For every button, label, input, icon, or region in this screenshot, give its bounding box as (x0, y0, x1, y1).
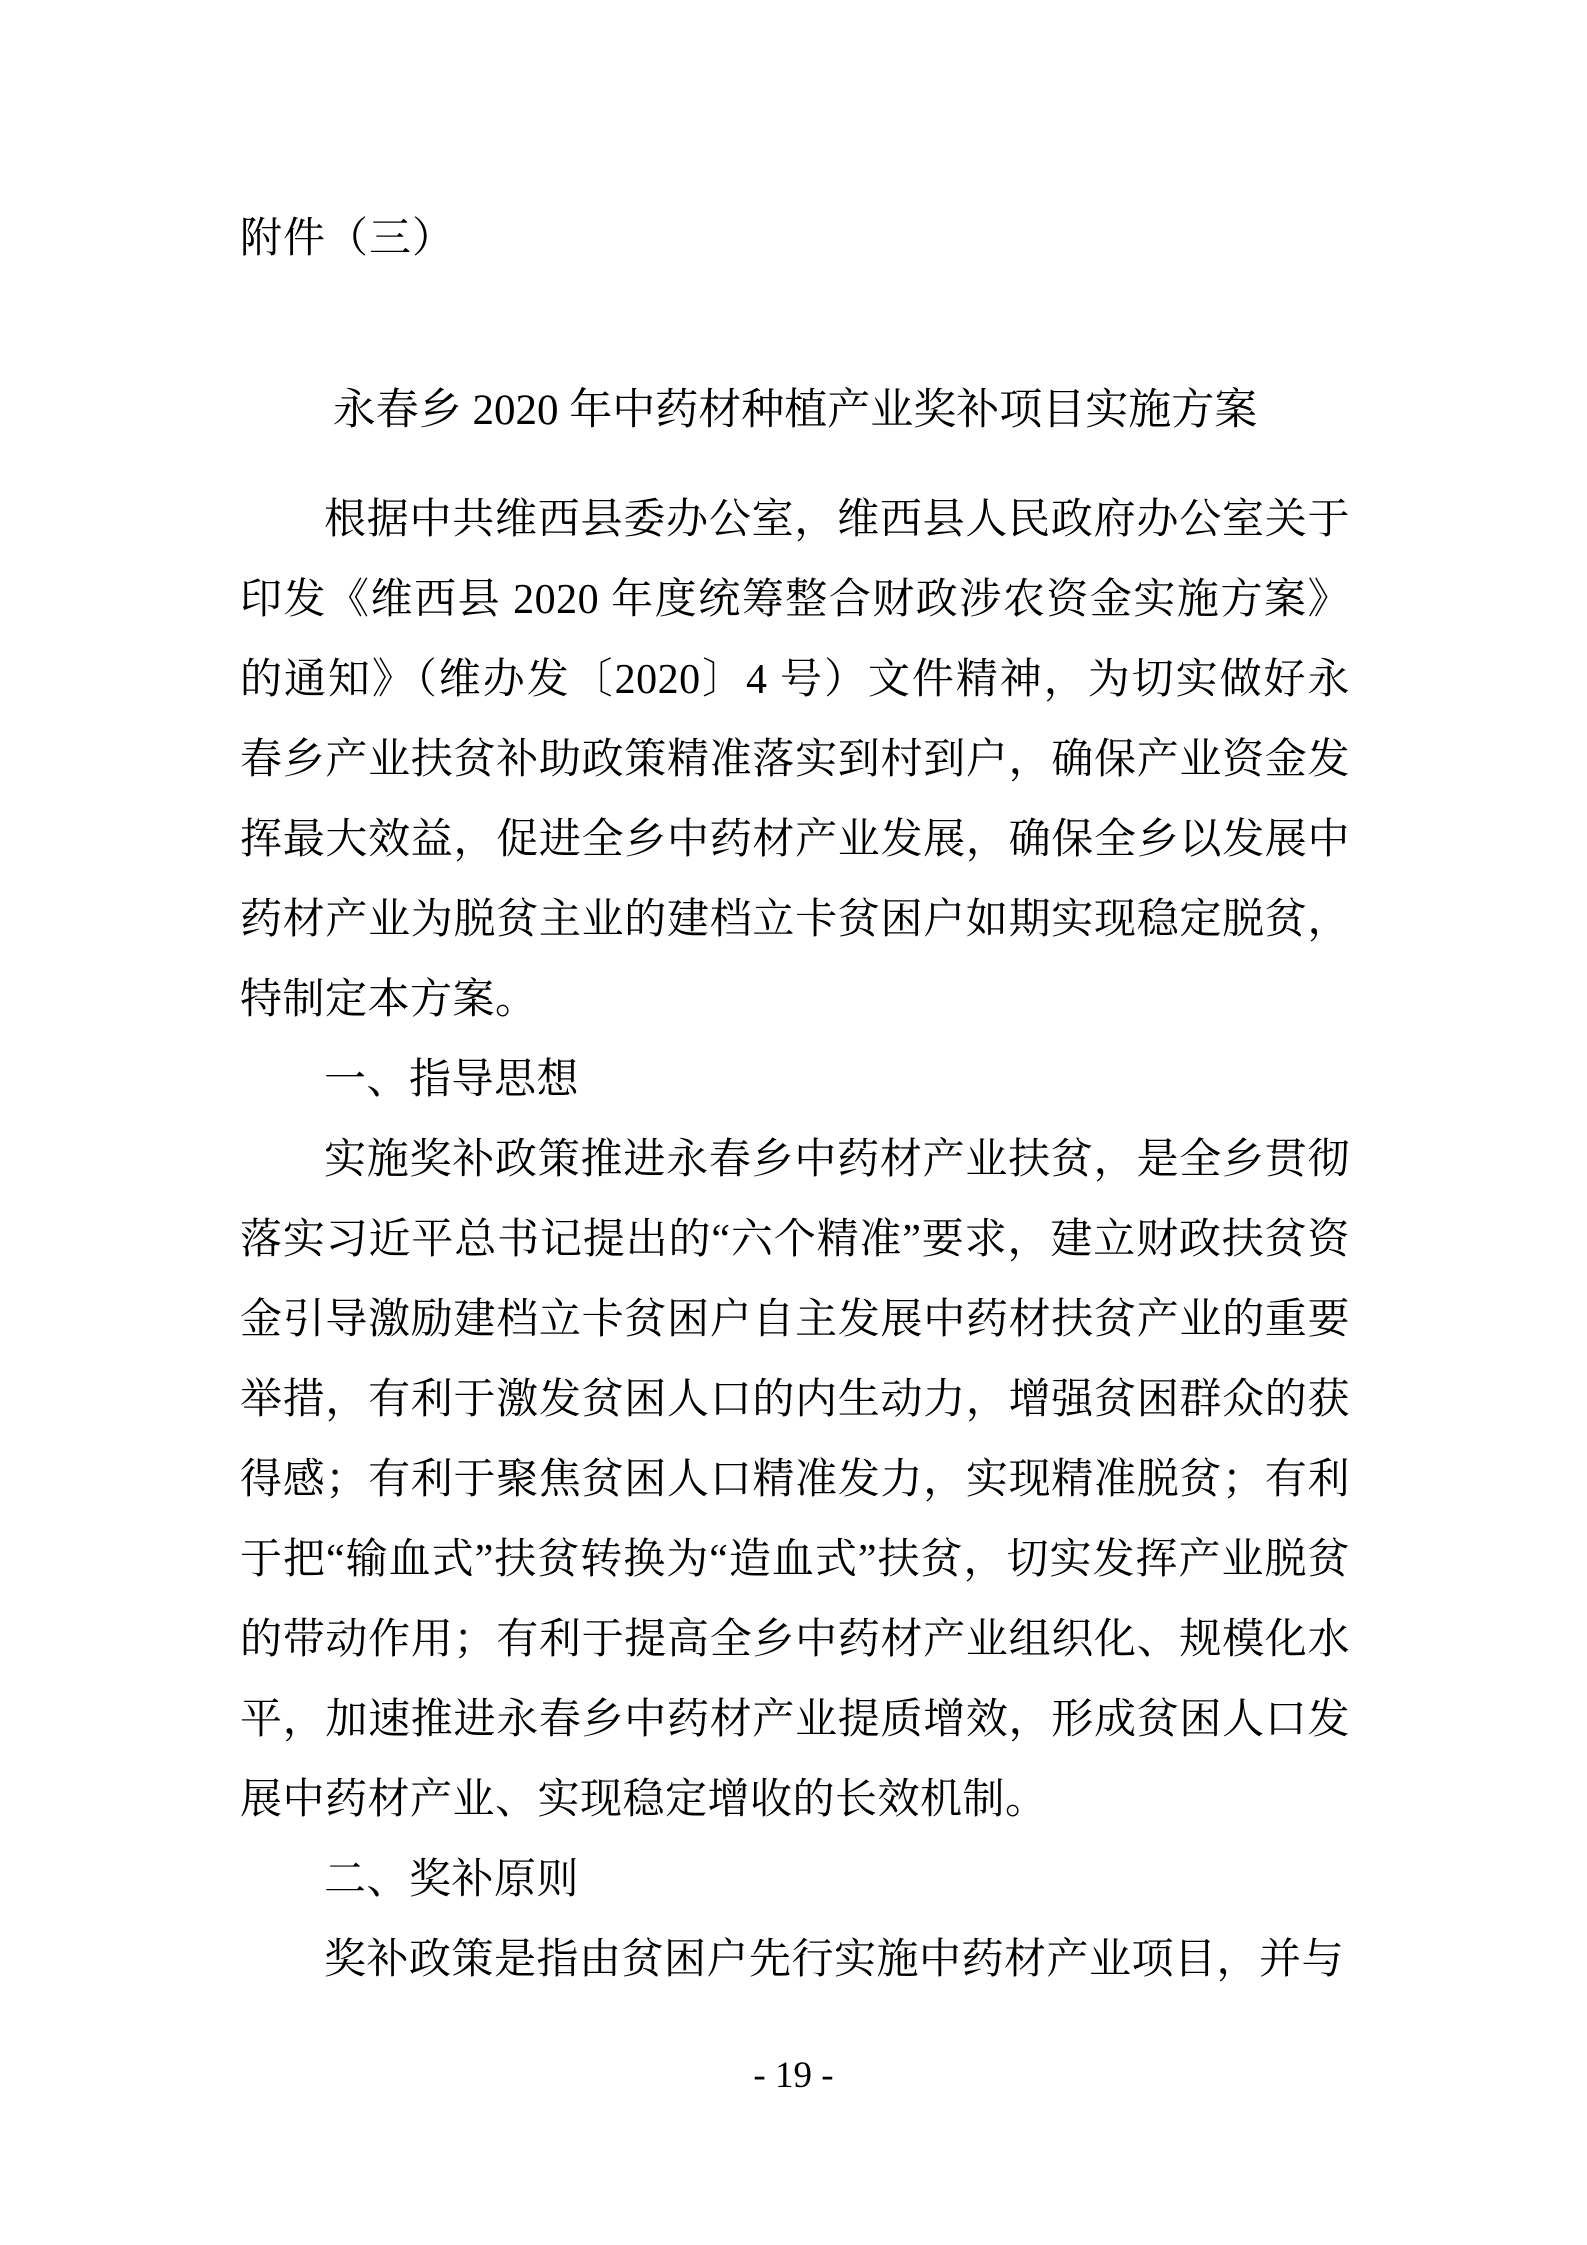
document-title: 永春乡 2020 年中药材种植产业奖补项目实施方案 (332, 387, 1258, 434)
page-number: - 19 - (753, 2055, 834, 2096)
section-heading: 一、指导思想 (324, 1057, 580, 1103)
attachment-label: 附件（三） (240, 216, 456, 262)
paragraph: 实施奖补政策推进永春乡中药材产业扶贫，是全乡贯彻落实习近平总书记提出的“六个精准”要求，建立财政扶贫资金引导激励建档立卡贫困户自主发展中药材扶贫产业的重要举措，有利于激发贫困人口的内生动力，增强贫困群众的获得感；有利于聚焦贫困人口精准发力，实现精准脱贫；有利于把“输血式”扶贫转换为“造血式”扶贫，切实发挥产业脱贫的带动作用；有利于提高全乡中药材产业组织化、规模化水平，加速推进永春乡中药材产业提质增效，形成贫困人口发展中药材产业、实现稳定增收的长效机制。 (240, 1137, 1350, 1823)
document-body (240, 480, 1350, 2000)
section-heading: 二、奖补原则 (324, 1857, 580, 1903)
paragraph: 奖补政策是指由贫困户先行实施中药材产业项目，并与 (324, 1937, 1345, 1983)
paragraph: 根据中共维西县委办公室，维西县人民政府办公室关于印发《维西县 2020 年度统筹整合财政涉农资金实施方案》的通知》（维办发〔2020〕4 号）文件精神，为切实做好永春乡产业扶贫补助政策精准落实到村到户，确保产业资金发挥最大效益，促进全乡中药材产业发展，确保全乡以发展中药材产业为脱贫主业的建档立卡贫困户如期实现稳定脱贫，特制定本方案。 (240, 497, 1350, 1023)
